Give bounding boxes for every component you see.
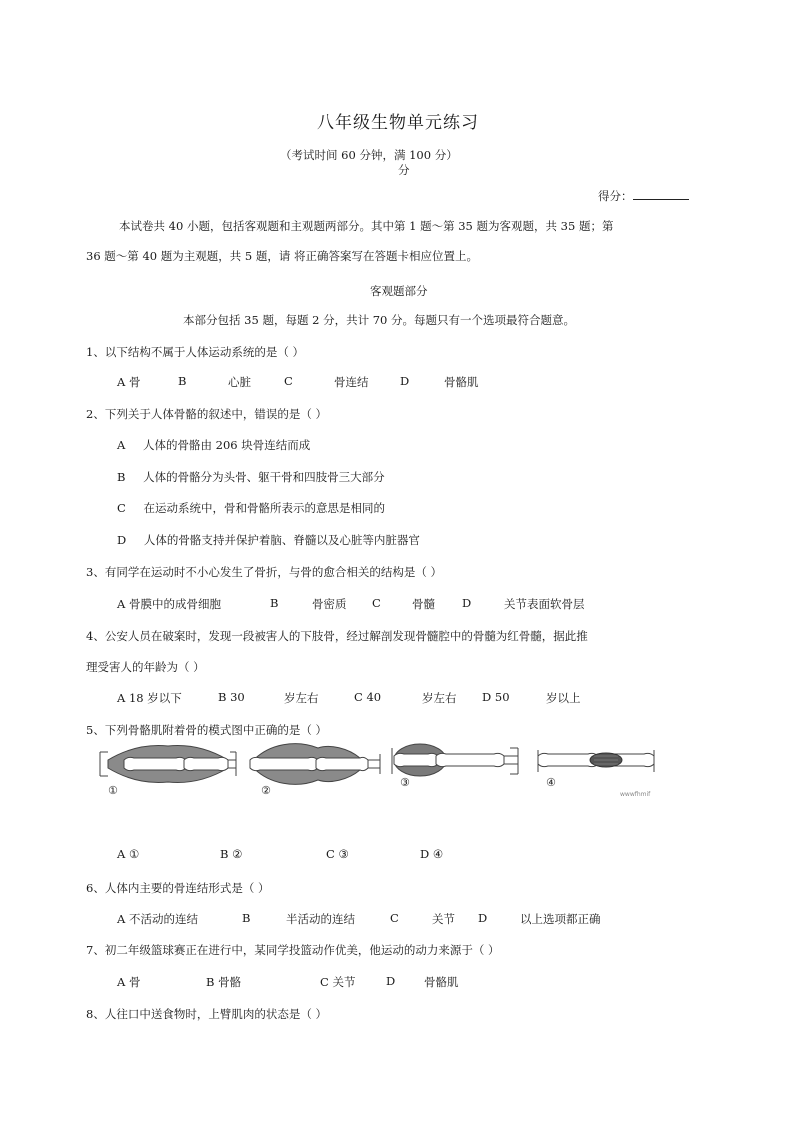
figure-1 [100,746,236,783]
q6-option-d-label[interactable]: D [478,911,488,925]
q2-option-d-label: D [117,533,127,547]
q6-option-c-label[interactable]: C [390,911,399,925]
score-blank[interactable] [633,187,689,200]
figure-2 [250,744,380,785]
q3-option-d-text: 关节表面软骨层 [504,597,585,611]
q6-option-a[interactable]: A 不活动的连结 [117,912,198,926]
page-title: 八年级生物单元练习 [317,113,479,133]
figure-3 [392,744,518,776]
q1-option-c-label[interactable]: C [284,374,293,388]
q2-option-b-text: 人体的骨骼分为头骨、躯干骨和四肢骨三大部分 [143,470,385,484]
section-instruction: 本部分包括 35 题，每题 2 分，共计 70 分。每题只有一个选项最符合题意。 [183,313,576,327]
q1-option-c-text: 骨连结 [334,375,369,389]
q2-option-a[interactable] [117,437,310,453]
q3-option-b-text: 骨密质 [312,597,347,611]
q2-option-b[interactable] [117,469,385,485]
q6-option-c-text: 关节 [432,912,455,926]
question-4-stem-line-1: 4、公安人员在破案时，发现一段被害人的下肢骨，经过解剖发现骨髓腔中的骨髓为红骨髓，据此推 [86,629,588,643]
q1-option-a[interactable]: A 骨 [117,375,141,389]
q3-option-d-label[interactable]: D [462,596,472,610]
q2-option-a-text: 人体的骨骼由 206 块骨连结而成 [142,438,311,452]
q4-option-b-label[interactable]: B 30 [218,690,245,704]
score-label: 得分： [598,189,633,203]
q1-option-b-label[interactable]: B [178,374,187,388]
question-5-stem: 5、下列骨骼肌附着骨的模式图中正确的是（ ） [86,723,327,737]
q4-option-c-text: 岁左右 [422,691,457,705]
figure-1-label: ① [108,784,118,797]
q6-option-b-text: 半活动的连结 [286,912,355,926]
q2-option-b-label: B [117,470,126,484]
q3-option-c-text: 骨髓 [412,597,435,611]
question-2-stem: 2、下列关于人体骨骼的叙述中，错误的是（ ） [86,407,327,421]
figure-3-label: ③ [400,776,410,789]
question-8-stem: 8、人往口中送食物时，上臂肌肉的状态是（ ） [86,1007,327,1021]
q4-option-a[interactable]: A 18 岁以下 [117,691,182,705]
q4-option-d-label[interactable]: D 50 [482,690,510,704]
q3-option-a[interactable]: A 骨膜中的成骨细胞 [117,597,221,611]
q2-option-c[interactable] [117,500,385,516]
exam-info: （考试时间 60 分钟，满 100 分） [280,148,458,162]
q2-option-d[interactable] [117,532,420,548]
muscle-attachment-figure [98,742,668,802]
question-3-stem: 3、有同学在运动时不小心发生了骨折，与骨的愈合相关的结构是（ ） [86,565,442,579]
q4-option-c-label[interactable]: C 40 [354,690,382,704]
q5-option-d[interactable]: D ④ [420,847,444,861]
q5-option-c[interactable]: C ③ [326,847,349,861]
q5-option-b[interactable]: B ② [220,847,243,861]
question-7-stem: 7、初二年级篮球赛正在进行中，某同学投篮动作优美，他运动的动力来源于（ ） [86,943,500,957]
q2-option-d-text: 人体的骨骼支持并保护着脑、脊髓以及心脏等内脏器官 [143,533,420,547]
figure-2-label: ② [261,784,271,797]
section-heading: 客观题部分 [370,284,428,298]
q4-option-b-text: 岁左右 [284,691,319,705]
q2-option-c-label: C [117,501,126,515]
q3-option-c-label[interactable]: C [372,596,381,610]
question-4-stem-line-2: 理受害人的年龄为（ ） [86,660,205,674]
intro-line-2: 36 题～第 40 题为主观题，共 5 题，请 将正确答案写在答题卡相应位置上。 [86,249,479,263]
score-field [598,187,689,204]
q7-option-d-text: 骨骼肌 [424,975,459,989]
q2-option-a-label: A [117,438,126,452]
q6-option-b-label[interactable]: B [242,911,251,925]
q6-option-d-text: 以上选项都正确 [520,912,601,926]
q3-option-b-label[interactable]: B [270,596,279,610]
q7-option-a[interactable]: A 骨 [117,975,141,989]
exam-info-cont: 分 [398,163,410,177]
question-6-stem: 6、人体内主要的骨连结形式是（ ） [86,881,270,895]
figure-4-label: ④ [546,776,556,789]
q4-option-d-text: 岁以上 [546,691,581,705]
q1-option-d-label[interactable]: D [400,374,410,388]
figure-watermark: wwwfhmif [620,791,651,798]
q7-option-c[interactable]: C 关节 [320,975,356,989]
q5-option-a[interactable]: A ① [117,847,140,861]
q2-option-c-text: 在运动系统中，骨和骨骼所表示的意思是相同的 [143,501,385,515]
question-1-stem: 1、以下结构不属于人体运动系统的是（ ） [86,345,304,359]
q7-option-b[interactable]: B 骨骼 [206,975,242,989]
intro-line-1: 本试卷共 40 小题，包括客观题和主观题两部分。其中第 1 题～第 35 题为客观题，共 35 题；第 [119,219,614,233]
q1-option-d-text: 骨骼肌 [444,375,479,389]
figure-4 [538,750,654,772]
q1-option-b-text: 心脏 [228,375,251,389]
q7-option-d-label[interactable]: D [386,974,396,988]
